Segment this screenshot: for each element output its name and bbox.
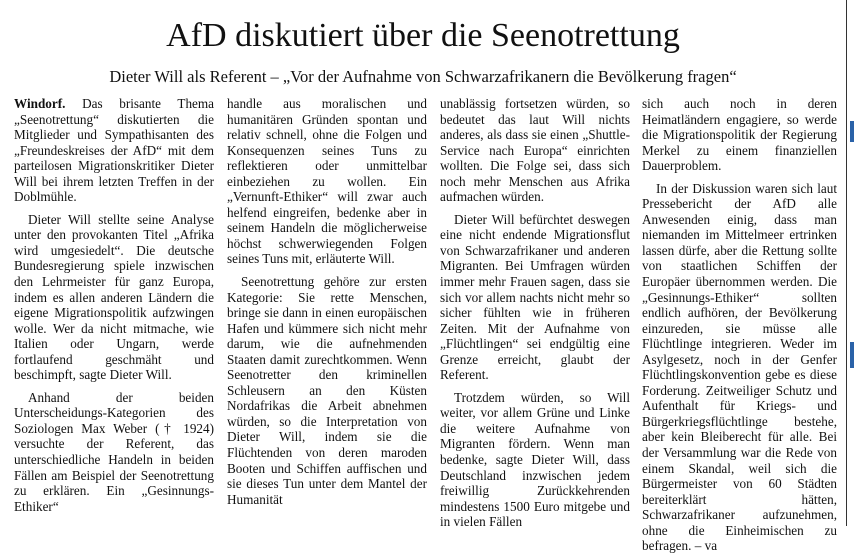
article-column-2 (227, 96, 427, 526)
paragraph: Dieter Will befürchtet deswegen eine nicht endende Migrationsflut von Schwarzafrikaner und anderen Migranten. Bei Umfragen würden immer mehr Frauen sagen, dass sie sich vor allem nachts nicht mehr so sicher fühlten wie in früheren Zeiten. Mit der Aufnahme von „Flüchtlingen“ sei endgültig eine Grenze erreicht, glaubt der Referent. (440, 211, 630, 383)
paragraph: Seenotrettung gehöre zur ersten Kategorie: Sie rette Menschen, bringe sie dann in einen europäischen Hafen und kümmere sich nicht mehr darum, wie die aufnehmenden Staaten damit zurechtkommen. Wenn Seenotretter den kriminellen Schleusern an den Küsten Nordafrikas die Arbeit abnehmen würden, so die Interpretation von Dieter Will, indem sie die Flüchtenden von deren maroden Booten und Schiffen auffischen und sie dieses Tun unter dem Mantel der Humanität (227, 274, 427, 507)
subheadline: Dieter Will als Referent – „Vor der Aufnahme von Schwarzafrikanern die Bevölkerung fragen“ (109, 67, 737, 86)
paragraph: Trotzdem würden, so Will weiter, vor allem Grüne und Linke die weitere Aufnahme von Migranten fördern. Wenn man bedenke, sagte Dieter Will, dass Deutschland inzwischen jedem freiwillig Zurückkehrenden mindestens 1500 Euro mitgebe und in vielen Fällen (440, 389, 630, 530)
headline: AfD diskutiert über die Seenotrettung (166, 17, 680, 54)
article-column-4 (642, 96, 837, 554)
page-edge-rule (846, 0, 847, 526)
paragraph (14, 96, 214, 205)
article-column-3 (440, 96, 630, 530)
paragraph: unablässig fortsetzen würden, so bedeutet das laut Will nichts anderes, als dass sie einen „Shuttle-Service nach Europa“ einrichten wollten. Die Folge sei, dass sich noch mehr Menschen aus Afrika aufmachen würden. (440, 96, 630, 205)
paragraph: sich auch noch in deren Heimatländern engagiere, so werde die Migrationspolitik der Regierung Merkel zu einem finanziellen Dauerproblem. (642, 96, 837, 174)
paragraph: Anhand der beiden Unterscheidungs-Kategorien des Soziologen Max Weber († 1924) versuchte der Referent, das unterschiedliche Handeln in beiden Fällen am Beispiel der Seenotrettung zu erklären. Ein „Gesinnungs-Ethiker“ (14, 389, 214, 514)
dateline: Windorf. (14, 96, 66, 111)
article-column-1 (14, 96, 214, 526)
paragraph: In der Diskussion waren sich laut Pressebericht der AfD alle Anwesenden einig, dass man niemanden im Mittelmeer ertrinken lassen dürfe, aber die Rettung sollte von staatlichen Schiffen der Europäer übernommen werden. Die „Gesinnungs-Ethiker“ sollten endlich aufhören, der Bevölkerung einzureden, sie müsse alle Flüchtlinge integrieren. Weder im Asylgesetz, noch in der Genfer Flüchtlingskonvention gebe es diese Forderung. Zeitweiliger Schutz und Aufenthalt für Kriegs- und Bürgerkriegsflüchtlinge bestehe, aber kein Bleiberecht für alle. Bei der Versammlung war die Rede von einem Skandal, weil sich die Bürgermeister von 60 Städten bereiterklärt hätten, Schwarzafrikaner aufzunehmen, ohne die Einheimischen zu befragen. – va (642, 180, 837, 554)
paragraph: handle aus moralischen und humanitären Gründen spontan und relativ schnell, ohne die Folgen und Konsequenzen seines Tuns zu reflektieren oder unmittelbar einbeziehen zu wollen. Ein „Vernunft-Ethiker“ will zwar auch helfend eingreifen, bedenke aber in seinem Handeln die möglicherweise höchst schwerwiegenden Folgen seines Tuns mit, erläuterte Will. (227, 96, 427, 267)
paragraph: Dieter Will stellte seine Analyse unter den provokanten Titel „Afrika wird umgesiedelt“. Die deutsche Bundesregierung spiele inzwischen den Lehrmeister für ganz Europa, indem es allen anderen Ländern die eigene Migrationspolitik aufzwingen wolle. Wer da nicht mitmache, wie Italien oder Ungarn, werde fortlaufend geschmäht und beschimpft, sagte Dieter Will. (14, 211, 214, 383)
paragraph-text: Das brisante Thema „Seenotrettung“ diskutierten die Mitglieder und Sympathisanten des „Freundeskreises der AfD“ mit dem parteilosen Migrationskritiker Dieter Will bei ihrem letzten Treffen in der Doblmühle. (14, 96, 214, 205)
adjacent-article-strip (850, 0, 854, 526)
